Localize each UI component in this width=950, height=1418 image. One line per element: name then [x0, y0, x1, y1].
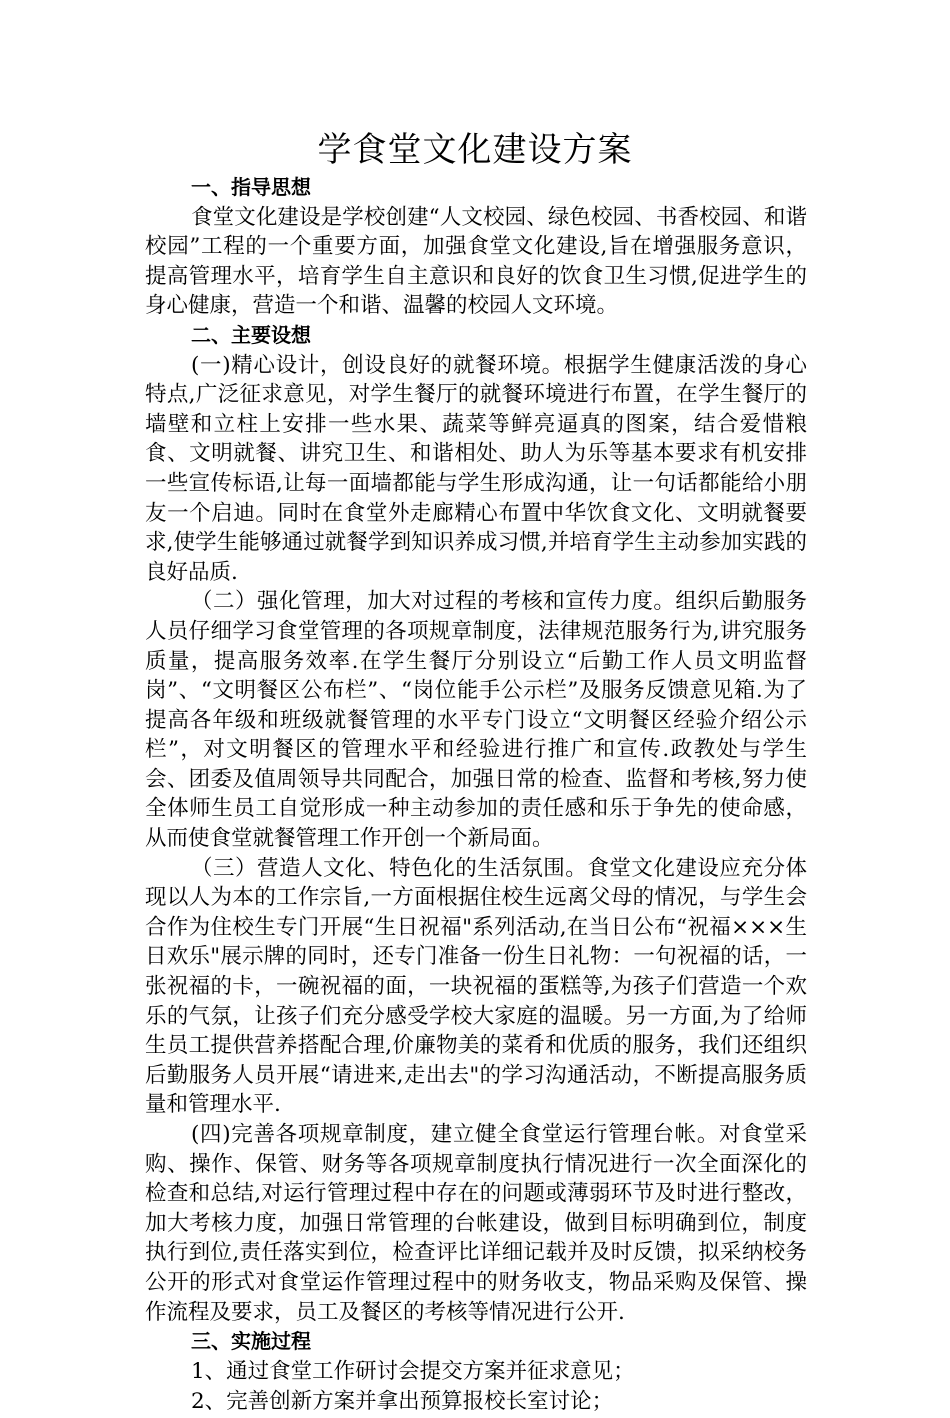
document-body — [145, 173, 807, 1418]
list-item-implementation-2: 2、完善创新方案并拿出预算报校长室讨论； — [191, 1389, 614, 1415]
paragraph-guiding-ideology: 食堂文化建设是学校创建“人文校园、绿色校园、书香校园、和谐校园”工程的一个重要方面，加强食堂文化建设,旨在增强服务意识，提高管理水平，培育学生自主意识和良好的饮食卫生习惯,促进学生的身心健康，营造一个和谐、温馨的校园人文环境。 — [145, 204, 807, 319]
document-title: 学食堂文化建设方案 — [317, 130, 633, 170]
paragraph-main-idea-1: (一)精心设计，创设良好的就餐环境。根据学生健康活泼的身心特点,广泛征求意见，对学生餐厅的就餐环境进行布置，在学生餐厅的墙壁和立柱上安排一些水果、蔬菜等鲜亮逼真的图案，结合爱惜粮食、文明就餐、讲究卫生、和谐相处、助人为乐等基本要求有机安排一些宣传标语,让每一面墙都能与学生形成沟通，让一句话都能给小朋友一个启迪。同时在食堂外走廊精心布置中华饮食文化、文明就餐要求,使学生能够通过就餐学到知识养成习惯,并培育学生主动参加实践的良好品质. — [145, 352, 807, 585]
paragraph-main-idea-2: （二）强化管理，加大对过程的考核和宣传力度。组织后勤服务人员仔细学习食堂管理的各项规章制度，法律规范服务行为,讲究服务质量，提高服务效率.在学生餐厅分别设立“后勤工作人员文明监督岗”、“文明餐区公布栏”、“岗位能手公示栏”及服务反馈意见箱.为了提高各年级和班级就餐管理的水平专门设立“文明餐区经验介绍公示栏”，对文明餐区的管理水平和经验进行推广和宣传.政教处与学生会、团委及值周领导共同配合，加强日常的检查、监督和考核,努力使全体师生员工自觉形成一种主动参加的责任感和乐于争先的使命感，从而使食堂就餐管理工作开创一个新局面。 — [145, 589, 807, 852]
section-heading-main-ideas: 二、主要设想 — [191, 322, 311, 347]
paragraph-main-idea-4: (四)完善各项规章制度，建立健全食堂运行管理台帐。对食堂采购、操作、保管、财务等各项规章制度执行情况进行一次全面深化的检查和总结,对运行管理过程中存在的问题或薄弱环节及时进行整改，加大考核力度，加强日常管理的台帐建设，做到目标明确到位，制度执行到位,责任落实到位，检查评比详细记载并及时反馈，拟采纳校务公开的形式对食堂运作管理过程中的财务收支，物品采购及保管、操作流程及要求，员工及餐区的考核等情况进行公开. — [145, 1122, 807, 1325]
paragraph-main-idea-3: （三）营造人文化、特色化的生活氛围。食堂文化建设应充分体现以人为本的工作宗旨,一方面根据住校生远离父母的情况，与学生会合作为住校生专门开展“生日祝福"系列活动,在当日公布“祝福×××生日欢乐"展示牌的同时，还专门准备一份生日礼物：一句祝福的话，一张祝福的卡，一碗祝福的面，一块祝福的蛋糕等,为孩子们营造一个欢乐的气氛，让孩子们充分感受学校大家庭的温暖。另一方面,为了给师生员工提供营养搭配合理,价廉物美的菜肴和优质的服务，我们还组织后勤服务人员开展“请进来,走出去"的学习沟通活动，不断提高服务质量和管理水平. — [145, 855, 807, 1118]
section-heading-implementation: 三、实施过程 — [191, 1329, 311, 1354]
section-heading-guiding-ideology: 一、指导思想 — [191, 175, 311, 199]
list-item-implementation-1: 1、通过食堂工作研讨会提交方案并征求意见； — [191, 1358, 635, 1384]
